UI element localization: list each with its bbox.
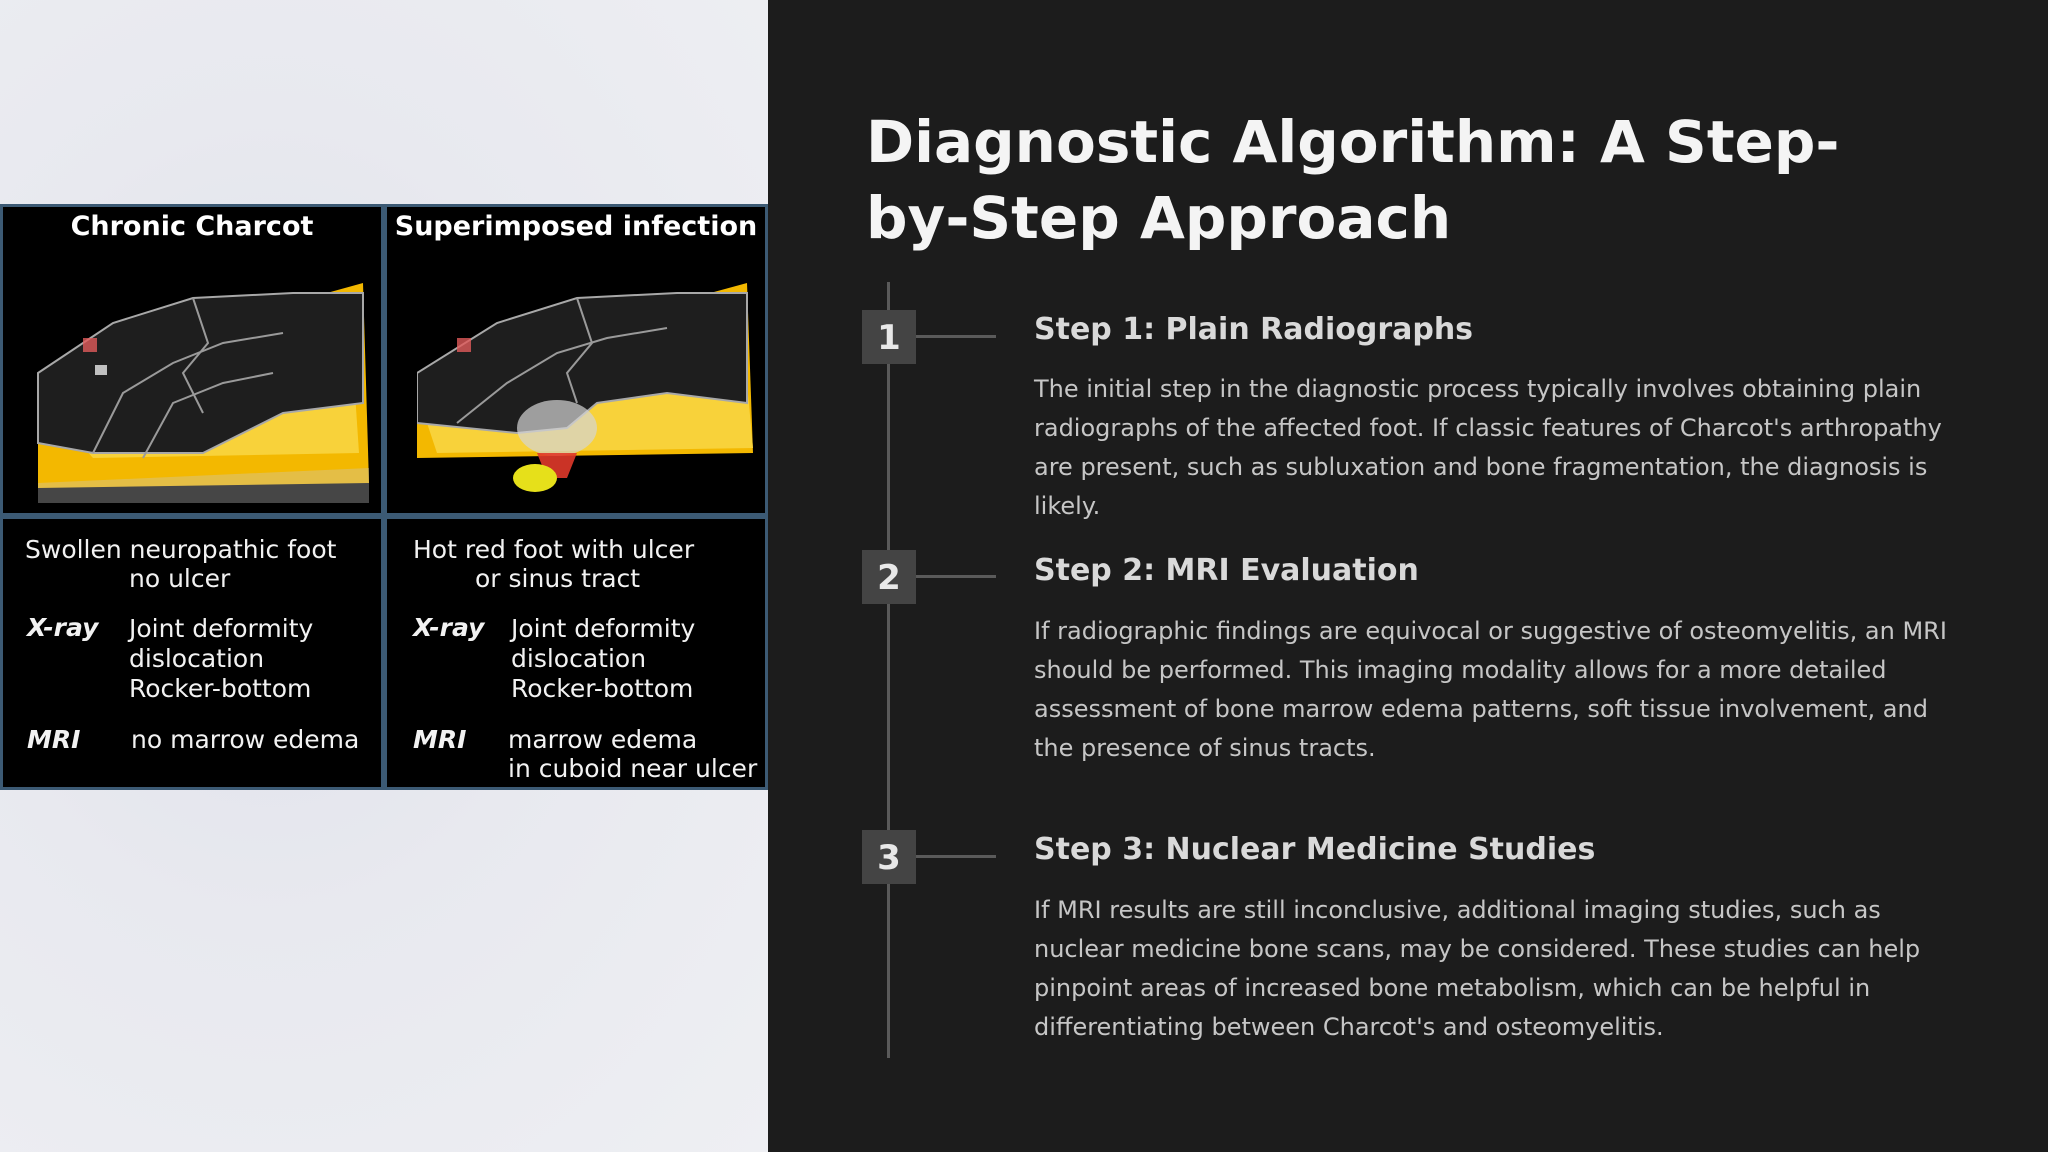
left-description-line1: Swollen neuropathic foot [25, 535, 337, 564]
step-1-connector [916, 335, 996, 338]
chronic-charcot-details [0, 516, 384, 790]
chronic-charcot-panel [0, 204, 384, 516]
step-1-number-badge: 1 [862, 310, 916, 364]
chronic-charcot-title: Chronic Charcot [70, 211, 314, 242]
foot-xray-illustration-right [417, 253, 753, 503]
step-3-number-badge: 3 [862, 830, 916, 884]
left-xray-label: X-ray [27, 613, 99, 642]
right-xray-line3: Rocker-bottom [511, 674, 694, 703]
right-description-line2: or sinus tract [475, 564, 641, 593]
left-mri-label: MRI [27, 725, 81, 754]
superimposed-infection-panel [384, 204, 768, 516]
timeline-line [887, 282, 890, 1058]
superimposed-infection-details [384, 516, 768, 790]
foot-xray-illustration-left [33, 253, 369, 503]
right-mri-line2: in cuboid near ulcer [508, 754, 758, 783]
left-description-line2: no ulcer [129, 564, 231, 593]
right-xray-line1: Joint deformity [511, 614, 696, 643]
left-xray-line3: Rocker-bottom [129, 674, 312, 703]
step-2-body: If radiographic findings are equivocal or suggestive of osteomyelitis, an MRI should be performed. This imaging modality allows for a more detailed assessment of bone marrow edema patterns, soft tissue involvement, and the presence of sinus tracts. [1034, 617, 1947, 762]
step-1-body: The initial step in the diagnostic process typically involves obtaining plain radiographs of the affected foot. If classic features of Charcot's arthropathy are present, such as subluxation and bone fragmentation, the diagnosis is likely. [1034, 375, 1942, 520]
content-pane [768, 0, 2048, 1152]
right-description-line1: Hot red foot with ulcer [413, 535, 695, 564]
step-3-title: Step 3: Nuclear Medicine Studies [1034, 832, 1596, 867]
left-xray-line1: Joint deformity [129, 614, 314, 643]
slide-title: Diagnostic Algorithm: A Step-by-Step Approach [866, 108, 1840, 252]
left-xray-line2: dislocation [129, 644, 265, 673]
superimposed-infection-title: Superimposed infection [394, 211, 758, 242]
right-mri-line1: marrow edema [508, 725, 698, 754]
charcot-comparison-figure [0, 204, 768, 790]
right-xray-line2: dislocation [511, 644, 647, 673]
step-2-connector [916, 575, 996, 578]
step-2-number-badge: 2 [862, 550, 916, 604]
step-2-title: Step 2: MRI Evaluation [1034, 553, 1419, 588]
right-xray-label: X-ray [413, 613, 485, 642]
right-mri-label: MRI [413, 725, 467, 754]
left-mri-value: no marrow edema [131, 725, 360, 754]
image-pane [0, 0, 768, 1152]
step-1-title: Step 1: Plain Radiographs [1034, 312, 1474, 347]
step-3-body: If MRI results are still inconclusive, additional imaging studies, such as nuclear medicine bone scans, may be considered. These studies can help pinpoint areas of increased bone metabolism, which can be helpful in differentiating between Charcot's and osteomyelitis. [1034, 896, 1921, 1041]
step-3-connector [916, 855, 996, 858]
